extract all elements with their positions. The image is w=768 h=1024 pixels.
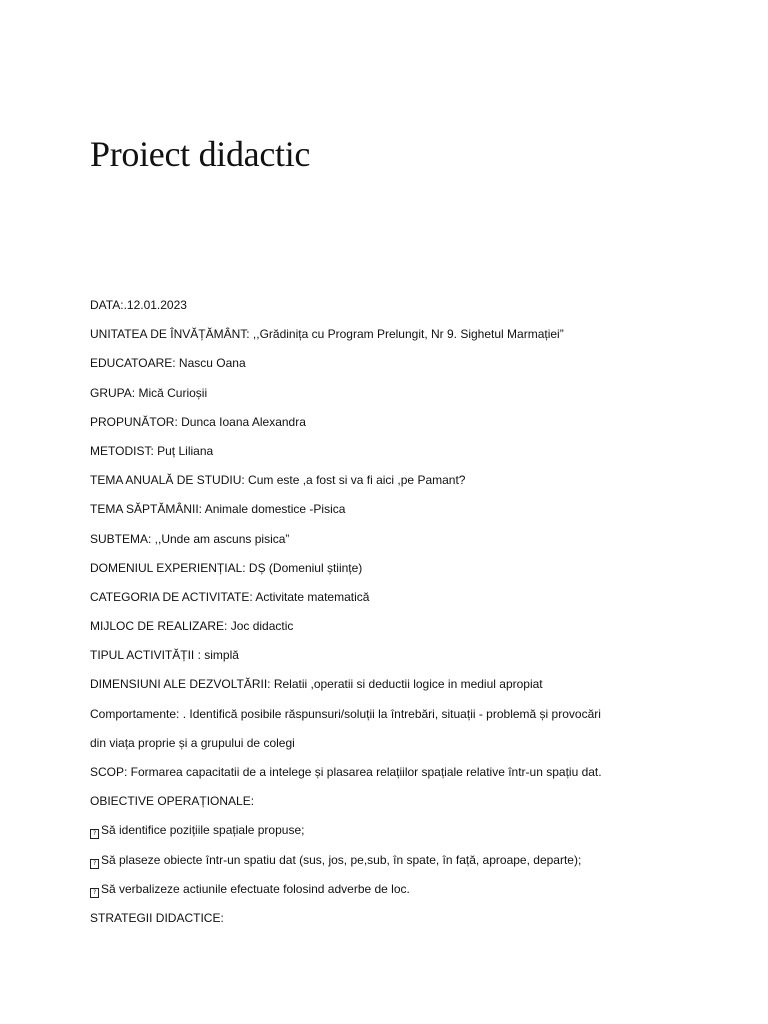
field-value: Relatii ,operatii si deductii logice in mediul apropiat xyxy=(270,677,543,692)
field-value: Mică Curioșii xyxy=(135,385,208,400)
field-school xyxy=(90,320,730,349)
field-label: DOMENIUL EXPERIENȚIAL: xyxy=(90,560,246,575)
field-label: OBIECTIVE OPERAȚIONALE: xyxy=(90,794,255,809)
field-value: Activitate matematică xyxy=(252,589,370,604)
objective-text: Să plaseze obiecte într-un spatiu dat (sus, jos, pe,sub, în spate, în față, aproape, departe); xyxy=(101,852,582,867)
field-value: Nascu Oana xyxy=(175,356,246,371)
field-value: ,,Grădinița cu Program Prelungit, Nr 9. Sighetul Marmației” xyxy=(249,327,564,342)
field-value: DȘ (Domeniul științe) xyxy=(245,560,363,575)
field-dimensions xyxy=(90,670,730,699)
field-label: TIPUL ACTIVITĂȚII : xyxy=(90,648,201,663)
field-behaviours-continued xyxy=(90,729,730,758)
field-value: Joc didactic xyxy=(227,619,294,634)
field-subtheme xyxy=(90,525,730,554)
field-label: UNITATEA DE ÎNVĂȚĂMÂNT: xyxy=(90,327,250,342)
field-label: Comportamente: xyxy=(90,706,180,721)
field-value: Formarea capacitatii de a intelege și plasarea relațiilor spațiale relative într-un spațiu dat. xyxy=(127,765,602,779)
missing-glyph-icon: ? xyxy=(90,829,99,839)
field-label: METODIST: xyxy=(90,443,154,458)
field-activity-type xyxy=(90,641,730,670)
document-body xyxy=(90,291,730,933)
field-behaviours xyxy=(90,700,730,729)
field-label: TEMA ANUALĂ DE STUDIU: xyxy=(90,473,245,488)
field-label: GRUPA: xyxy=(90,385,136,400)
field-objectives-heading xyxy=(90,787,730,816)
field-annual-theme xyxy=(90,466,730,495)
objective-item xyxy=(90,875,730,904)
field-methodist xyxy=(90,437,730,466)
field-label: STRATEGII DIDACTICE: xyxy=(90,910,224,925)
field-proposer xyxy=(90,408,730,437)
field-teacher xyxy=(90,349,730,378)
field-label: SUBTEMA: xyxy=(90,531,152,546)
missing-glyph-icon: ? xyxy=(90,859,99,869)
field-label: DIMENSIUNI ALE DEZVOLTĂRII: xyxy=(90,677,271,692)
field-value: simplă xyxy=(200,648,239,663)
strategies-heading xyxy=(90,904,730,933)
field-value: Animale domestice -Pisica xyxy=(202,502,346,517)
field-label: MIJLOC DE REALIZARE: xyxy=(90,619,228,634)
field-label: CATEGORIA DE ACTIVITATE: xyxy=(90,589,253,604)
field-value: .12.01.2023 xyxy=(123,298,187,312)
field-label: EDUCATOARE: xyxy=(90,356,176,371)
missing-glyph-icon: ? xyxy=(90,888,99,898)
field-category xyxy=(90,583,730,612)
field-weekly-theme xyxy=(90,495,730,524)
document-title: Proiect didactic xyxy=(90,134,311,174)
objective-text: Să verbalizeze actiunile efectuate folosind adverbe de loc. xyxy=(101,881,410,896)
field-label: SCOP: xyxy=(90,765,128,779)
field-scope xyxy=(90,758,730,787)
field-value: ,,Unde am ascuns pisica” xyxy=(151,531,290,546)
field-label: TEMA SĂPTĂMÂNII: xyxy=(90,502,203,517)
field-label: DATA: xyxy=(90,298,124,312)
field-group xyxy=(90,379,730,408)
field-value: Cum este ,a fost si va fi aici ,pe Pamant? xyxy=(244,473,466,488)
objective-text: Să identifice pozițiile spațiale propuse; xyxy=(101,823,305,838)
field-value: din viața proprie și a grupului de colegi xyxy=(90,735,295,750)
field-date xyxy=(90,291,730,320)
field-label: PROPUNĂTOR: xyxy=(90,414,178,429)
field-means xyxy=(90,612,730,641)
field-value: Dunca Ioana Alexandra xyxy=(177,414,306,429)
objective-item xyxy=(90,816,730,845)
field-value: Puț Liliana xyxy=(153,443,214,458)
field-domain xyxy=(90,554,730,583)
field-value: . Identifică posibile răspunsuri/soluții la întrebări, situații - problemă și provocări xyxy=(179,706,601,721)
objective-item xyxy=(90,846,730,875)
